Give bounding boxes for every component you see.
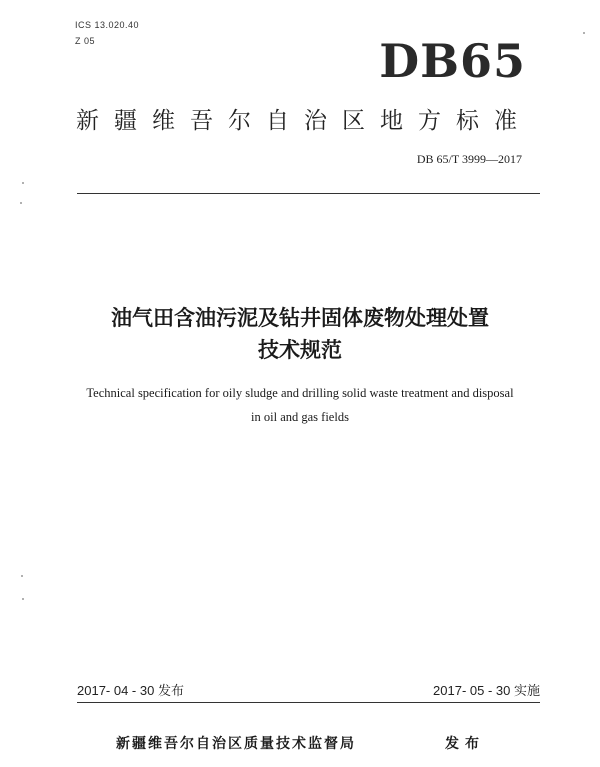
scan-speck: [22, 182, 24, 184]
db65-logo: DB65: [379, 34, 526, 88]
standard-type-heading: 新疆维吾尔自治区地方标准: [76, 108, 532, 134]
top-divider: [77, 193, 540, 194]
issuing-authority: 新疆维吾尔自治区质量技术监督局: [116, 736, 356, 752]
scan-speck: [22, 598, 24, 600]
scan-speck: [20, 202, 22, 204]
chinese-title-line-2: 技术规范: [258, 338, 342, 362]
scan-speck: [21, 575, 23, 577]
publish-date: 2017- 04 - 30 发布: [77, 683, 184, 698]
scan-speck: [583, 32, 585, 34]
classification-code: Z 05: [75, 36, 96, 46]
ics-code: ICS 13.020.40: [75, 20, 140, 30]
english-title-line-1: Technical specification for oily sludge and drilling solid waste treatment and disposal: [86, 386, 514, 400]
implement-date: 2017- 05 - 30 实施: [433, 683, 540, 698]
bottom-divider: [77, 702, 540, 703]
issue-label: 发布: [445, 736, 485, 752]
english-title: [0, 381, 600, 429]
chinese-title-line-1: 油气田含油污泥及钻井固体废物处理处置: [111, 306, 489, 330]
english-title-line-2: in oil and gas fields: [251, 410, 349, 424]
standard-number: DB 65/T 3999—2017: [416, 152, 522, 166]
chinese-title: [0, 302, 600, 366]
